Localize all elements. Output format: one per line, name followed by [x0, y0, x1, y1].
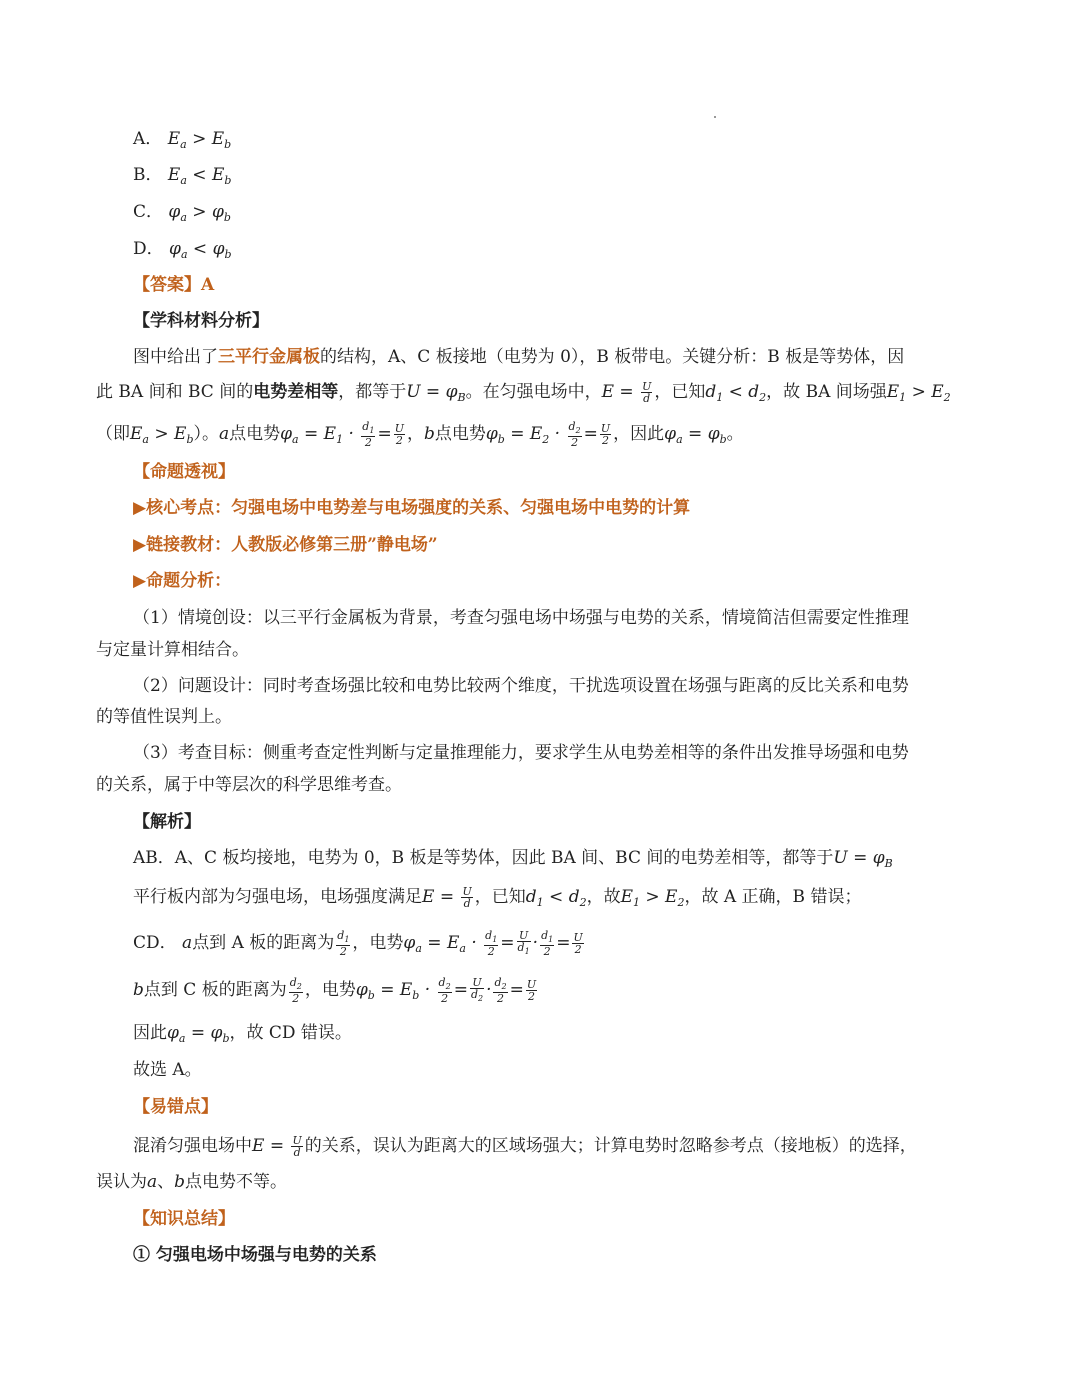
- stray-dot: [714, 116, 716, 118]
- solution-line-1: AB．A、C 板均接地，电势为 0，B 板是等势体，因此 BA 间、BC 间的电势差相等，都等于$U = \varphi_B$: [133, 848, 893, 870]
- summary-heading: 【知识总结】: [133, 1209, 235, 1229]
- insight-heading: 【命题透视】: [133, 462, 235, 482]
- option-d-formula: $\varphi_a < \varphi_b$: [169, 239, 232, 261]
- option-b: B． $E_a < E_b$: [133, 165, 232, 187]
- summary-item-1: ① 匀强电场中场强与电势的关系: [133, 1245, 377, 1265]
- highlight-three-plates: 三平行金属板: [218, 347, 320, 367]
- solution-line-3: CD． a点到 A 板的距离为 $\frac{d_1}{2}$ ，电势$\varphi_a = E_a$ · $\frac{d_1}{2}$ = $\frac{U}{d_1}$ · $\frac{d_1}{2}$ = $\frac{U}{2}$: [133, 929, 583, 959]
- solution-line-2: 平行板内部为匀强电场，电场强度满足E = $\frac{U}{d}$ ，已知$d_1 < d_2$，故$E_1 > E_2$，故 A 正确，B 错误；: [133, 885, 862, 910]
- option-c: C． $\varphi_a > \varphi_b$: [133, 202, 231, 224]
- design-p3-line1: （3）考查目标：侧重考查定性判断与定量推理能力，要求学生从电势差相等的条件出发推导场强和电势: [133, 743, 909, 763]
- design-p2-line1: （2）问题设计：同时考查场强比较和电势比较两个维度，干扰选项设置在场强与距离的反比关系和电势: [133, 676, 909, 696]
- core-point: ▶核心考点：匀强电场中电势差与电场强度的关系、匀强电场中电势的计算: [133, 498, 691, 518]
- option-a: A． $E_a > E_b$: [133, 129, 232, 151]
- design-p3-line2: 的关系，属于中等层次的科学思维考查。: [96, 775, 402, 795]
- option-a-formula: $E_a > E_b$: [167, 129, 232, 151]
- textbook-link: ▶链接教材：人教版必修第三册”静电场”: [133, 535, 438, 555]
- solution-heading: 【解析】: [133, 812, 201, 832]
- mistake-line-1: 混淆匀强电场中E = $\frac{U}{d}$ 的关系，误认为距离大的区域场强大；计算电势时忽略参考点（接地板）的选择，: [133, 1134, 917, 1159]
- mistake-line-2: 误认为a、b点电势不等。: [96, 1172, 288, 1192]
- solution-line-5: 因此$\varphi_a = \varphi_b$，故 CD 错误。: [133, 1023, 352, 1045]
- analysis-line-1: 图中给出了三平行金属板的结构，A、C 板接地（电势为 0），B 板带电。关键分析：B 板是等势体，因: [133, 347, 905, 367]
- analysis-heading: 【学科材料分析】: [133, 311, 269, 331]
- option-c-formula: $\varphi_a > \varphi_b$: [168, 202, 231, 224]
- solution-line-6: 故选 A。: [133, 1060, 202, 1080]
- option-b-formula: $E_a < E_b$: [167, 165, 232, 187]
- design-heading: ▶命题分析：: [133, 571, 232, 591]
- design-p2-line2: 的等值性误判上。: [96, 707, 232, 727]
- analysis-line-2: 此 BA 间和 BC 间的电势差相等，都等于$U = \varphi_B$。在匀强电场中，E = $\frac{U}{d}$ ，已知$d_1 < d_2$，故 BA 间场强$E_1 > E_2$: [96, 380, 951, 405]
- design-p1-line1: （1）情境创设：以三平行金属板为背景，考查匀强电场中场强与电势的关系，情境简洁但需要定性推理: [133, 608, 909, 628]
- option-d: D． $\varphi_a < \varphi_b$: [133, 239, 232, 261]
- mistake-heading: 【易错点】: [133, 1097, 218, 1117]
- bold-potential-difference-equal: 电势差相等: [253, 382, 339, 402]
- answer: 【答案】A: [133, 275, 215, 295]
- solution-line-4: b点到 C 板的距离为 $\frac{d_2}{2}$ ，电势$\varphi_b = E_b$ · $\frac{d_2}{2}$ = $\frac{U}{d_2}$ · $\frac{d_2}{2}$ = $\frac{U}{2}$: [133, 976, 537, 1006]
- analysis-line-3: （即$E_a > E_b$）。a点电势$\varphi_a = E_1$ · $\frac{d_1}{2}$ = $\frac{U}{2}$ ，b点电势$\varphi_b = E_2$ · $\frac{d_2}{2}$ = $\frac{U}{2}$ ，因此$\varphi_a = \varphi_b$。: [96, 420, 744, 450]
- design-p1-line2: 与定量计算相结合。: [96, 640, 249, 660]
